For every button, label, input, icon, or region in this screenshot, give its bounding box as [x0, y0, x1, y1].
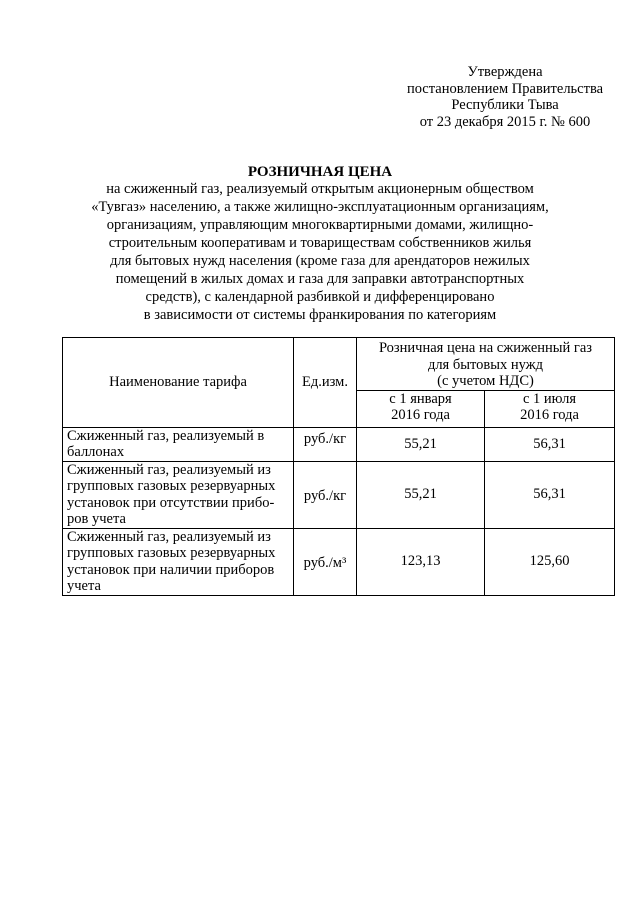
price-july-cell: 56,31 — [485, 461, 615, 528]
subtitle-line: помещений в жилых домах и газа для заправки автотранспортных — [115, 271, 525, 287]
header-unit: Ед.изм. — [294, 338, 357, 428]
price-january-cell: 55,21 — [357, 461, 485, 528]
document-subtitle — [20, 180, 620, 324]
tariff-name-line: ров учета — [67, 511, 126, 527]
tariff-name-line: учета — [67, 578, 101, 594]
table-row — [63, 427, 615, 461]
header-line: Розничная цена на сжиженный газ — [378, 340, 593, 356]
tariff-name-line: групповых газовых резервуарных — [67, 545, 276, 561]
subtitle-line: на сжиженный газ, реализуемый открытым акционерным обществом — [106, 181, 534, 197]
table-header-row — [63, 338, 615, 391]
tariff-name-cell — [63, 461, 294, 528]
approval-line: постановлением Правительства — [406, 80, 604, 97]
price-july-cell: 125,60 — [485, 528, 615, 595]
subtitle-line: для бытовых нужд населения (кроме газа для арендаторов нежилых — [110, 253, 530, 269]
price-january-cell: 123,13 — [357, 528, 485, 595]
unit-cell: руб./м³ — [294, 528, 357, 595]
price-january-cell: 55,21 — [357, 427, 485, 461]
subtitle-line: строительным кооперативам и товариществам собственников жилья — [108, 235, 532, 251]
approval-block — [395, 64, 615, 130]
header-line: 2016 года — [520, 407, 579, 423]
approval-line: Утверждена — [467, 64, 543, 80]
tariff-name-line: Сжиженный газ, реализуемый в — [67, 427, 265, 444]
table-row — [63, 528, 615, 595]
header-line: с 1 июля — [522, 390, 577, 407]
tariff-name-line: Сжиженный газ, реализуемый из — [67, 528, 271, 545]
header-line: 2016 года — [391, 407, 450, 423]
tariff-name-line: баллонах — [67, 444, 125, 460]
header-retail-price — [357, 338, 615, 391]
approval-line: Республики Тыва — [451, 97, 559, 113]
header-line: для бытовых нужд — [427, 356, 544, 373]
tariff-name-line: групповых газовых резервуарных — [67, 478, 276, 494]
header-line: с 1 января — [389, 390, 452, 407]
price-july-cell: 56,31 — [485, 427, 615, 461]
tariff-table — [62, 337, 615, 596]
header-period-january — [357, 390, 485, 427]
unit-cell: руб./кг — [294, 427, 357, 461]
header-line: (с учетом НДС) — [437, 373, 534, 389]
table-row — [63, 461, 615, 528]
subtitle-line: в зависимости от системы франкирования по категориям — [143, 307, 497, 323]
tariff-name-line: установок при отсутствии прибо- — [67, 494, 275, 511]
tariff-name-cell — [63, 427, 294, 461]
tariff-name-line: установок при наличии приборов — [67, 561, 275, 578]
subtitle-line: средств), с календарной разбивкой и дифференцировано — [145, 289, 495, 305]
subtitle-line: «Тувгаз» населению, а также жилищно-эксплуатационным организациям, — [91, 199, 549, 215]
header-period-july — [485, 390, 615, 427]
unit-cell: руб./кг — [294, 461, 357, 528]
tariff-name-line: Сжиженный газ, реализуемый из — [67, 461, 271, 478]
subtitle-line: организациям, управляющим многоквартирными домами, жилищно- — [106, 217, 534, 233]
approval-line: от 23 декабря 2015 г. № 600 — [419, 113, 591, 130]
tariff-name-cell — [63, 528, 294, 595]
header-tariff-name: Наименование тарифа — [63, 338, 294, 428]
document-title: РОЗНИЧНАЯ ЦЕНА — [247, 164, 393, 180]
